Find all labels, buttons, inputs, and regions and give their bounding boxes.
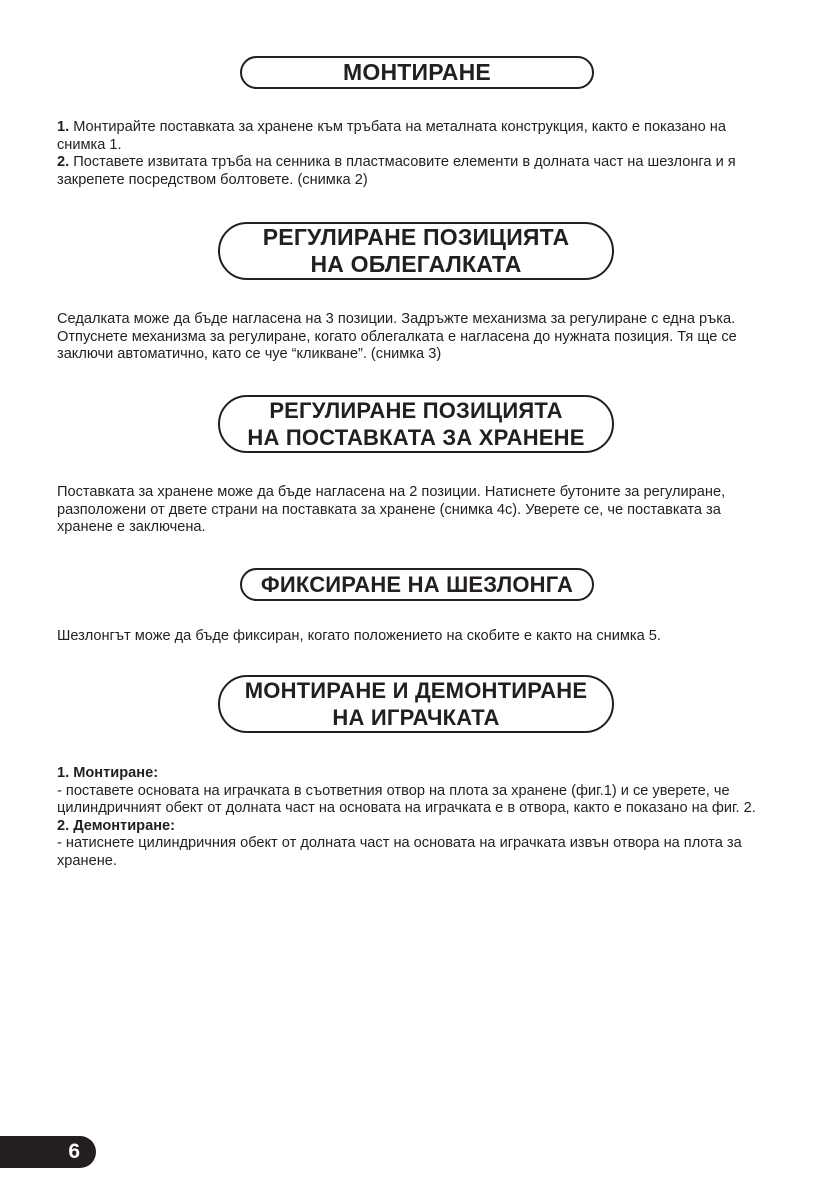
paragraph-text: Седалката може да бъде нагласена на 3 позиции. Задръжте механизма за регулиране с една ръка. Отпуснете механизма за регулиране, когато облегалката е нагласена до нужната позиция. Тя ще се заключи автоматично, като се чуе “кликване”. (снимка 3): [57, 311, 737, 363]
step-text: Монтирайте поставката за хранене към тръбата на металната конструкция, както е показано на снимка 1.: [57, 119, 726, 153]
heading-line: НА ИГРАЧКАТА: [332, 705, 500, 730]
toy-instructions: [57, 765, 777, 871]
paragraph-text: Шезлонгът може да бъде фиксиран, когато положението на скобите е както на снимка 5.: [57, 628, 661, 644]
section-heading-mounting: [240, 56, 594, 89]
dismount-text: - натиснете цилиндричния обект от долната част на основата на играчката извън отвора на плота за хранене.: [57, 835, 742, 869]
mount-text: - поставете основата на играчката в съответния отвор на плота за хранене (фиг.1) и се уверете, че цилиндричният обект от долната част на основата на играчката е в отвора, както е показано на фиг. 2.: [57, 782, 756, 817]
step-1: [57, 119, 777, 154]
mount-title: 1. Монтиране:: [57, 765, 159, 781]
paragraph-text: Поставката за хранене може да бъде нагласена на 2 позиции. Натиснете бутоните за регулиране, разположени от двете страни на поставката за хранене (снимка 4с). Уверете се, че поставката за хранене е заключена.: [57, 484, 726, 536]
section-heading-backrest: [218, 222, 614, 280]
backrest-instructions: [57, 311, 777, 364]
heading-line: МОНТИРАНЕ: [343, 59, 491, 85]
section-heading-feeding-tray: [218, 395, 614, 453]
heading-line: ФИКСИРАНЕ НА ШЕЗЛОНГА: [260, 572, 574, 597]
page-number: 6: [68, 1140, 80, 1163]
heading-line: НА ПОСТАВКАТА ЗА ХРАНЕНЕ: [247, 425, 585, 450]
page-number-tab: [0, 1136, 96, 1168]
section-heading-toy: [218, 675, 614, 733]
heading-line: МОНТИРАНЕ И ДЕМОНТИРАНЕ: [244, 678, 588, 703]
step-text: Поставете извитата тръба на сенника в пластмасовите елементи в долната част на шезлонга и я закрепете посредством болтовете. (снимка 2): [57, 154, 736, 188]
feeding-tray-instructions: [57, 484, 777, 537]
section-heading-fixing: [240, 568, 594, 601]
heading-line: РЕГУЛИРАНЕ ПОЗИЦИЯТА: [269, 398, 563, 423]
fixing-instructions: [57, 628, 777, 646]
heading-line: РЕГУЛИРАНЕ ПОЗИЦИЯТА: [262, 224, 570, 250]
step-number: 2.: [57, 154, 70, 171]
mounting-instructions: [57, 119, 777, 189]
step-number: 1.: [57, 119, 70, 135]
dismount-title: 2. Демонтиране:: [57, 817, 175, 834]
step-2: [57, 154, 777, 189]
heading-line: НА ОБЛЕГАЛКАТА: [310, 251, 522, 277]
